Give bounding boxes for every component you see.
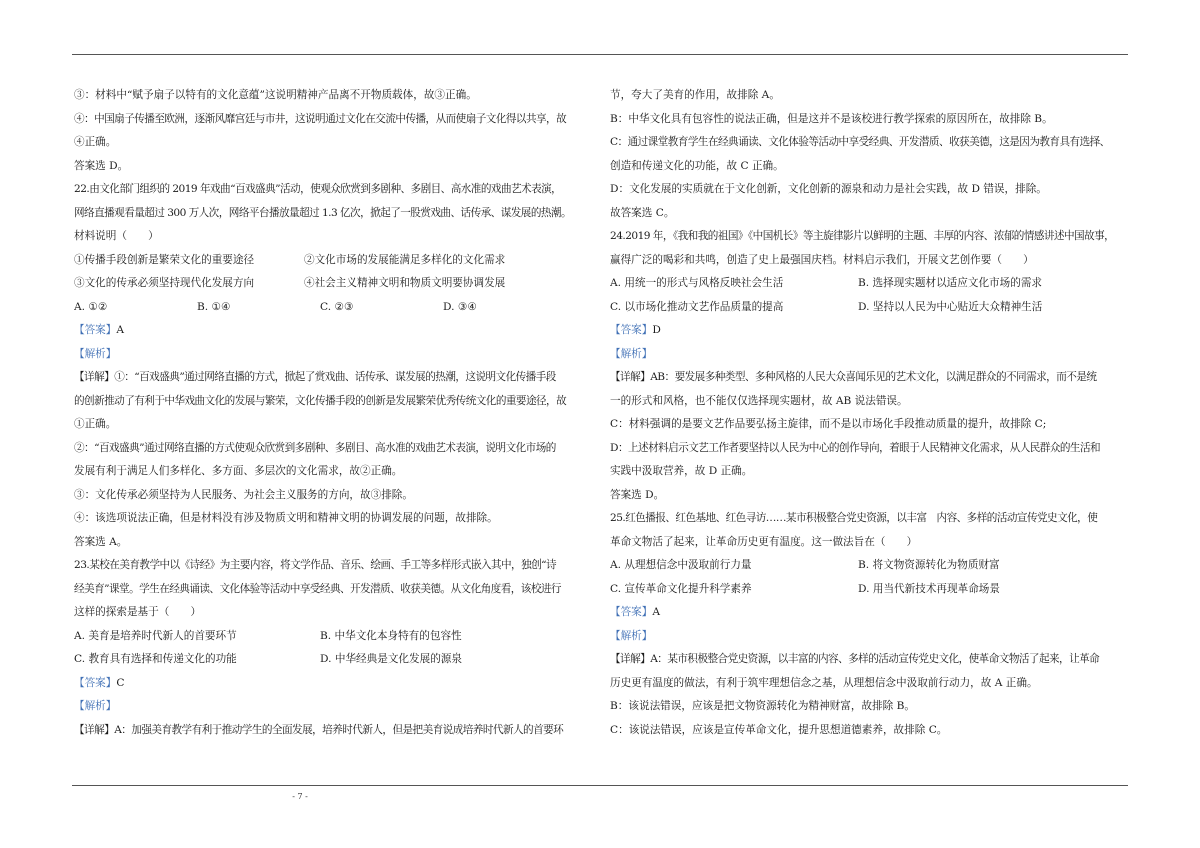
answer-statement: 答案选 D。 bbox=[74, 159, 129, 172]
answer-line bbox=[610, 601, 1128, 625]
detail-text: A：某市积极整合党史资源，以丰富的内容、多样的活动宣传党史文化，使革命文物活了起来，让革命 bbox=[650, 653, 1100, 665]
question-23-stem: 23.某校在美育教学中以《诗经》为主要内容，将文学作品、音乐、绘画、手工等多样形式嵌入其中，独创“诗 bbox=[74, 559, 557, 571]
left-column bbox=[74, 84, 592, 742]
detail-tag: 【详解】 bbox=[610, 371, 651, 383]
option-d: D. 用当代新技术再现革命场景 bbox=[858, 582, 1000, 595]
answer-value: C bbox=[116, 676, 125, 689]
question-25-options bbox=[610, 554, 1128, 578]
question-22-stem: 22.由文化部门组织的 2019 年戏曲“百戏盛典”活动，使观众欣赏到多剧种、多剧目、高水准的戏曲艺术表演， bbox=[74, 183, 562, 195]
option-b: B. 将文物资源转化为物质财富 bbox=[858, 559, 1000, 571]
option-d: D. ③④ bbox=[443, 300, 477, 313]
analysis-tag: 【解析】 bbox=[74, 700, 117, 712]
detail-text: ①：“百戏盛典”通过网络直播的方式，掀起了赏戏曲、话传承、谋发展的热潮，这说明文化传播手段 bbox=[114, 371, 556, 383]
option-a: A. 美育是培养时代新人的首要环节 bbox=[74, 629, 237, 642]
answer-line bbox=[74, 319, 592, 343]
detail-line: ④：该选项说法正确，但是材料没有涉及物质文明和精神文明的协调发展的问题，故排除。 bbox=[74, 512, 498, 524]
option-c: C. 教育具有选择和传递文化的功能 bbox=[74, 653, 237, 665]
detail-line: ③：文化传承必须坚持为人民服务、为社会主义服务的方向，故③排除。 bbox=[74, 488, 413, 501]
option-c: C. 以市场化推动文艺作品质量的提高 bbox=[610, 300, 784, 313]
text-line: ④：中国扇子传播至欧洲，逐渐风靡宫廷与市井，这说明通过文化在交流中传播，从而使扇子文化得以共享，故 bbox=[74, 112, 567, 125]
answer-statement: 答案选 A。 bbox=[74, 535, 128, 548]
page-number: - 7 - bbox=[292, 792, 308, 801]
statement: ①传播手段创新是繁荣文化的重要途径 bbox=[74, 253, 255, 266]
detail-line bbox=[610, 648, 1128, 672]
detail-line: 实践中汲取营养，故 D 正确。 bbox=[610, 465, 753, 477]
answer-statement: 答案选 D。 bbox=[610, 488, 665, 501]
answer-tag: 【答案】 bbox=[610, 606, 653, 618]
analysis-tag: 【解析】 bbox=[610, 347, 653, 360]
question-22-options bbox=[74, 296, 592, 320]
analysis-line bbox=[610, 625, 1128, 649]
answer-tag: 【答案】 bbox=[74, 676, 117, 689]
option-b: B. 选择现实题材以适应文化市场的需求 bbox=[858, 277, 1043, 289]
question-22-stem: 材料说明（ ） bbox=[74, 230, 159, 242]
analysis-tag: 【解析】 bbox=[74, 347, 117, 360]
question-25-stem: 25.红色播报、红色基地、红色寻访……某市积极整合党史资源，以丰富 内容、多样的活动宣传党史文化，使 bbox=[610, 512, 1098, 524]
option-b: B. ①④ bbox=[197, 300, 231, 313]
question-24-stem: 赢得广泛的喝彩和共鸣，创造了史上最强国庆档。材料启示我们，开展文艺创作要（ ） bbox=[610, 253, 1034, 266]
question-25-options bbox=[610, 578, 1128, 602]
statement: ④社会主义精神文明和物质文明要协调发展 bbox=[304, 277, 506, 289]
footer-rule bbox=[72, 785, 1128, 786]
detail-line: B：中华文化具有包容性的说法正确，但是这并不是该校进行教学探索的原因所在，故排除 B。 bbox=[610, 112, 1053, 125]
detail-line: D：上述材料启示文艺工作者要坚持以人民为中心的创作导向，着眼于人民精神文化需求，从人民群众的生活和 bbox=[610, 441, 1101, 454]
detail-line: 历史更有温度的做法，有利于筑牢理想信念之基，从理想信念中汲取前行动力，故 A 正确。 bbox=[610, 676, 1038, 689]
statement: ③文化的传承必须坚持现代化发展方向 bbox=[74, 277, 255, 289]
question-23-options bbox=[74, 625, 592, 649]
detail-line: B：该说法错误，应该是把文物资源转化为精神财富，故排除 B。 bbox=[610, 700, 915, 712]
question-22-statements bbox=[74, 249, 592, 273]
option-b: B. 中华文化本身特有的包容性 bbox=[320, 629, 462, 642]
detail-line: ②：“百戏盛典”通过网络直播的方式使观众欣赏到多剧种、多剧目、高水准的戏曲艺术表演，说明文化市场的 bbox=[74, 441, 556, 454]
option-d: D. 中华经典是文化发展的源泉 bbox=[320, 653, 462, 665]
question-23-stem: 这样的探索是基于（ ） bbox=[74, 606, 202, 618]
question-24-stem: 24.2019 年，《我和我的祖国》《中国机长》等主旋律影片以鲜明的主题、丰厚的内容、浓郁的情感讲述中国故事， bbox=[610, 230, 1115, 242]
answer-tag: 【答案】 bbox=[74, 324, 117, 336]
detail-line: C：材料强调的是要文艺作品要弘扬主旋律，而不是以市场化手段推动质量的提升，故排除 C; bbox=[610, 418, 1047, 430]
detail-line: 发展有利于满足人们多样化、多方面、多层次的文化需求，故②正确。 bbox=[74, 465, 403, 477]
answer-value: D bbox=[652, 324, 661, 336]
answer-value: A bbox=[116, 324, 125, 336]
option-a: A. 用统一的形式与风格反映社会生活 bbox=[610, 277, 784, 289]
detail-tag: 【详解】 bbox=[74, 723, 115, 736]
detail-line: C：该说法错误，应该是宣传革命文化，提升思想道德素养，故排除 C。 bbox=[610, 723, 948, 736]
question-23-options bbox=[74, 648, 592, 672]
detail-line: 节，夸大了美育的作用，故排除 A。 bbox=[610, 89, 780, 101]
detail-line bbox=[74, 366, 592, 390]
detail-text: AB：要发展多种类型、多种风格的人民大众喜闻乐见的艺术文化，以满足群众的不同需求，而不是统 bbox=[650, 371, 1097, 383]
question-24-options bbox=[610, 272, 1128, 296]
option-a: A. 从理想信念中汲取前行力量 bbox=[610, 559, 752, 571]
answer-line bbox=[74, 672, 592, 696]
analysis-tag: 【解析】 bbox=[610, 629, 653, 642]
right-column bbox=[610, 84, 1128, 742]
detail-line: D：文化发展的实质就在于文化创新，文化创新的源泉和动力是社会实践，故 D 错误，排除。 bbox=[610, 183, 1047, 195]
statement: ②文化市场的发展能满足多样化的文化需求 bbox=[304, 253, 506, 266]
analysis-line bbox=[610, 343, 1128, 367]
answer-value: A bbox=[652, 606, 661, 618]
detail-line: 的创新推动了有利于中华戏曲文化的发展与繁荣，文化传播手段的创新是发展繁荣优秀传统文化的重要途径，故 bbox=[74, 394, 567, 407]
analysis-line bbox=[74, 343, 592, 367]
question-24-options bbox=[610, 296, 1128, 320]
detail-line bbox=[610, 366, 1128, 390]
detail-line: ①正确。 bbox=[74, 418, 117, 430]
option-c: C. ②③ bbox=[320, 300, 354, 313]
detail-line: 创造和传递文化的功能，故 C 正确。 bbox=[610, 159, 784, 172]
question-22-statements bbox=[74, 272, 592, 296]
text-line: ③：材料中“赋予扇子以特有的文化意蕴”这说明精神产品离不开物质载体，故③正确。 bbox=[74, 89, 477, 101]
detail-tag: 【详解】 bbox=[610, 653, 651, 665]
option-a: A. ①② bbox=[74, 300, 108, 313]
detail-line bbox=[74, 719, 592, 743]
option-c: C. 宣传革命文化提升科学素养 bbox=[610, 582, 752, 595]
text-line: ④正确。 bbox=[74, 136, 117, 148]
detail-line: 一的形式和风格，也不能仅仅选择现实题材，故 AB 说法错误。 bbox=[610, 394, 908, 407]
answer-line bbox=[610, 319, 1128, 343]
question-23-stem: 经美育”课堂。学生在经典诵读、文化体验等活动中享受经典、开发潜质、收获美德。从文化角度看，该校进行 bbox=[74, 582, 561, 595]
header-rule bbox=[72, 54, 1128, 55]
option-d: D. 坚持以人民为中心贴近大众精神生活 bbox=[858, 300, 1043, 313]
answer-statement: 故答案选 C。 bbox=[610, 206, 675, 219]
question-25-stem: 革命文物活了起来，让革命历史更有温度。这一做法旨在（ ） bbox=[610, 535, 918, 548]
detail-line: C：通过课堂教育学生在经典诵读、文化体验等活动中享受经典、开发潜质、收获美德，这是因为教育具有选择、 bbox=[610, 136, 1110, 148]
detail-text: A：加强美育教学有利于推动学生的全面发展，培养时代新人，但是把美育说成培养时代新人的首要环 bbox=[114, 723, 564, 736]
analysis-line bbox=[74, 695, 592, 719]
question-22-stem: 网络直播观看量超过 300 万人次，网络平台播放量超过 1.3 亿次，掀起了一股赏戏曲、话传承、谋发展的热潮。 bbox=[74, 206, 572, 219]
answer-tag: 【答案】 bbox=[610, 324, 653, 336]
detail-tag: 【详解】 bbox=[74, 371, 115, 383]
